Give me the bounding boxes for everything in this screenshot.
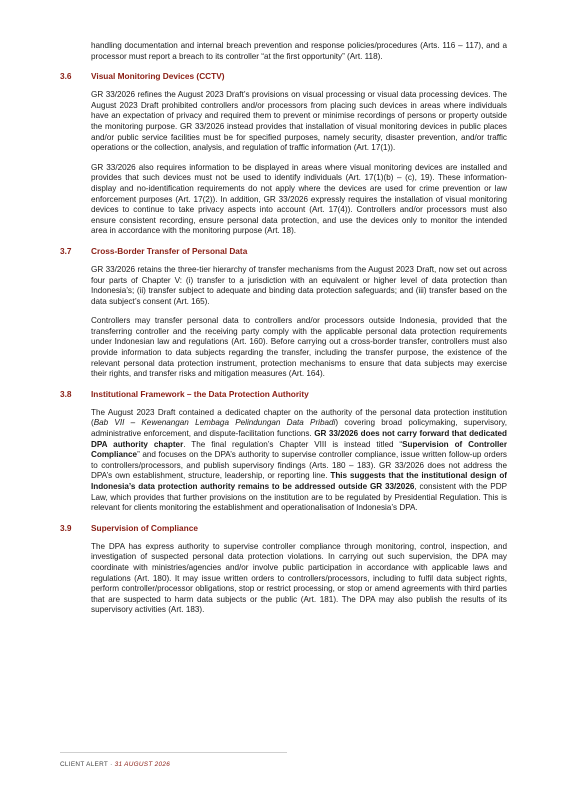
footer-date: 31 AUGUST 2026 bbox=[114, 761, 171, 768]
section-3-7-paragraph-2: Controllers may transfer personal data to controllers and/or processors outside Indonesia, provided that the transferring controller and the receiving party comply with the applicable personal data protection requirements under Indonesian law and regulations (Art. 160). Before carrying out a cross-border transfer, controllers must also provide information to data subjects regarding the transfer, including the transfer purpose, the existence of the relevant personal data protection instrument, protection mechanisms to ensure that data subjects may exercise their rights, and transfer risks and mitigation measures (Art. 164). bbox=[91, 316, 507, 379]
section-heading-3-9 bbox=[60, 523, 507, 534]
section-title: Visual Monitoring Devices (CCTV) bbox=[91, 71, 225, 82]
footer-label: CLIENT ALERT bbox=[60, 761, 108, 768]
section-number: 3.8 bbox=[60, 388, 72, 399]
intro-paragraph: handling documentation and internal breach prevention and response policies/procedures (Arts. 116 – 117), and a processor must report a breach to its controller “at the first opportunity” (Art. 118). bbox=[91, 41, 507, 61]
section-title: Cross-Border Transfer of Personal Data bbox=[91, 245, 248, 256]
text-run: The August 2023 Draft contained a dedicated chapter on the authority of the personal data protection institution ( bbox=[91, 407, 507, 428]
text-run: . The final regulation’s Chapter VIII is instead titled “ bbox=[183, 439, 403, 449]
section-title: Supervision of Compliance bbox=[91, 522, 198, 533]
section-heading-3-6 bbox=[60, 71, 507, 82]
text-run: ” and focuses on the DPA’s authority to supervise controller compliance, issue written follow-up orders to controllers/processors, and publish supervisory findings (Arts. 180 – 183). GR 33/2026 does not address the DPA’s own establishment, structure, leadership, or reporting line. bbox=[91, 450, 507, 481]
section-number: 3.6 bbox=[60, 71, 72, 82]
text-run: , consistent with the PDP Law, which provides that further provisions on the institution are to be regulated by Presidential Regulation. This is relevant for clients monitoring the establishment and operationalisation of Indonesia’s DPA. bbox=[91, 482, 507, 513]
section-heading-3-7 bbox=[60, 246, 507, 257]
italic-chapter-title: Bab VII – Kewenangan Lembaga Pelindungan Data Pribadi bbox=[93, 418, 336, 428]
section-3-6-paragraph-1: GR 33/2026 refines the August 2023 Draft’s provisions on visual processing or visual data processing devices. The August 2023 Draft prohibited controllers and/or processors from placing such devices in areas where individuals have an expectation of privacy and required them to prevent or minimise recordings of persons or property outside the monitoring purpose. GR 33/2026 instead provides that installation of visual monitoring devices in public places and/or public service facilities must be for specified purposes, namely security, disaster prevention, and/or traffic operations or the collection, analysis, and regulation of traffic information (Art. 17(1)). bbox=[91, 90, 507, 153]
section-number: 3.7 bbox=[60, 245, 72, 256]
section-3-9-paragraph-1: The DPA has express authority to supervise controller compliance through monitoring, control, inspection, and investigation of suspected personal data protection violations. In carrying out such supervision, the DPA may coordinate with ministries/agencies and/or involve public participation in accordance with applicable laws and regulations (Art. 180). It may issue written orders to controllers/processors, including to fulfil data subject rights, perform controller/processor obligations, stop or restrict processing, or stop or amend agreements with third parties that are suspected to harm data subjects or the public (Art. 181). The DPA may also publish the results of its supervisory activities (Art. 183). bbox=[91, 541, 507, 615]
section-3-7-paragraph-1: GR 33/2026 retains the three-tier hierarchy of transfer mechanisms from the August 2023 Draft, now set out across four parts of Chapter V: (i) transfer to a jurisdiction with an equivalent or higher level of data protection than Indonesia’s; (ii) transfer subject to adequate and binding data protection safeguards; and (iii) transfer based on the data subject’s consent (Art. 165). bbox=[91, 264, 507, 306]
bold-chapter-title: Supervision of Controller Compliance bbox=[91, 439, 507, 460]
footer-separator: · bbox=[108, 761, 115, 768]
bold-statement: GR 33/2026 does not carry forward that dedicated DPA authority chapter bbox=[91, 429, 508, 449]
page-footer bbox=[60, 761, 170, 768]
section-3-6-paragraph-2: GR 33/2026 also requires information to be displayed in areas where visual monitoring devices are installed and provides that such devices must not be used to identify individuals (Art. 17(1)(b) – (c), 19). These information-display and no-identification requirements do not apply where the devices are used for crime prevention or law enforcement purposes (Art. 17(2)). In addition, GR 33/2026 expressly requires the installation of visual monitoring devices to continue to take privacy aspects into account (Art. 17(4)). Controllers and/or processors must also ensure consistent recording, ensure personal data protection, and use the devices only to monitor the intended area in accordance with the monitoring purpose (Art. 18). bbox=[91, 162, 507, 236]
section-3-8-paragraph-1 bbox=[91, 408, 507, 514]
page-content bbox=[60, 41, 507, 625]
text-run: ) covering broad policymaking, supervisory, administrative enforcement, and dispute-facilitation functions. bbox=[91, 418, 507, 439]
section-number: 3.9 bbox=[60, 522, 72, 533]
footer-divider bbox=[60, 752, 287, 753]
section-heading-3-8 bbox=[60, 389, 507, 400]
section-title: Institutional Framework – the Data Protection Authority bbox=[91, 388, 309, 399]
bold-statement: This suggests that the institutional design of Indonesia’s data protection authority remains to be addressed outside GR 33/2026 bbox=[91, 471, 507, 491]
